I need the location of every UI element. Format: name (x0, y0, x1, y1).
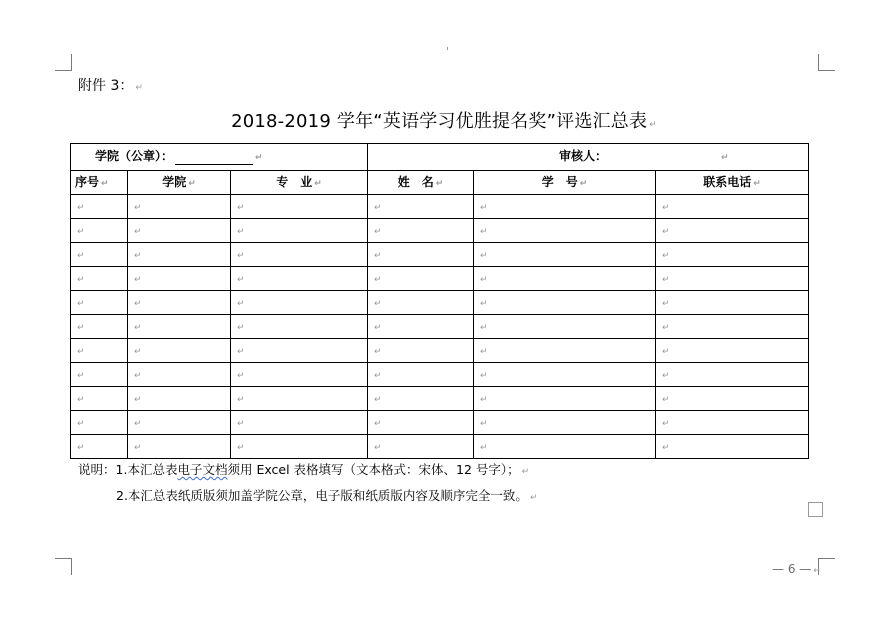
table-row (71, 435, 809, 459)
cell-phone[interactable] (656, 363, 809, 387)
column-header-row (71, 171, 809, 195)
paragraph-mark-icon: ↵ (662, 394, 670, 405)
paragraph-mark-icon: ↵ (255, 153, 263, 163)
reviewer-cell[interactable] (368, 144, 809, 171)
cell-college[interactable] (128, 267, 231, 291)
cell-index[interactable] (71, 411, 128, 435)
paragraph-mark-icon: ↵ (374, 394, 382, 405)
cell-college[interactable] (128, 219, 231, 243)
cell-student-id[interactable] (474, 411, 656, 435)
cell-student-id[interactable] (474, 339, 656, 363)
cell-major[interactable] (231, 219, 368, 243)
paragraph-mark-icon: ↵ (480, 322, 488, 333)
cell-index[interactable] (71, 387, 128, 411)
paragraph-mark-icon: ↵ (480, 250, 488, 261)
paragraph-mark-icon: ↵ (480, 202, 488, 213)
cell-student-id[interactable] (474, 243, 656, 267)
form-header-row (71, 144, 809, 171)
margin-corner-top-right (818, 54, 835, 71)
table-row (71, 363, 809, 387)
cell-index[interactable] (71, 435, 128, 459)
paragraph-mark-icon: ↵ (662, 346, 670, 357)
table-row (71, 243, 809, 267)
cell-student-id[interactable] (474, 291, 656, 315)
col-header-index[interactable]: 序号 ↵ (71, 171, 128, 195)
cell-major[interactable] (231, 195, 368, 219)
table-row (71, 315, 809, 339)
paragraph-mark-icon: ↵ (134, 226, 142, 237)
page-title[interactable] (0, 107, 888, 133)
table-row (71, 339, 809, 363)
col-header-major[interactable]: 专 业 ↵ (231, 171, 368, 195)
cell-phone[interactable] (656, 267, 809, 291)
paragraph-mark-icon: ↵ (77, 226, 85, 237)
paragraph-mark-icon: ↵ (374, 346, 382, 357)
paragraph-mark-icon: ↵ (480, 274, 488, 285)
margin-corner-top-left (55, 54, 72, 71)
cell-phone[interactable] (656, 387, 809, 411)
paragraph-mark-icon: ↵ (649, 120, 657, 130)
cell-name[interactable] (368, 267, 474, 291)
cell-phone[interactable] (656, 435, 809, 459)
cell-student-id[interactable] (474, 363, 656, 387)
paragraph-mark-icon: ↵ (435, 178, 444, 189)
paragraph-mark-icon: ↵ (662, 226, 670, 237)
summary-table (70, 143, 809, 459)
cell-phone[interactable] (656, 339, 809, 363)
attachment-text[interactable]: 附件 3： (78, 78, 134, 94)
paragraph-mark-icon: ↵ (374, 322, 382, 333)
cell-college[interactable] (128, 243, 231, 267)
attachment-label[interactable] (78, 75, 143, 95)
college-blank-field[interactable] (175, 152, 253, 165)
page-number (772, 562, 821, 576)
paragraph-mark-icon: ↵ (374, 250, 382, 261)
paragraph-mark-icon: ↵ (480, 226, 488, 237)
paragraph-mark-icon: ↵ (134, 322, 142, 333)
cell-major[interactable] (231, 363, 368, 387)
cell-college[interactable] (128, 387, 231, 411)
cell-index[interactable] (71, 339, 128, 363)
cell-major[interactable] (231, 411, 368, 435)
college-cell[interactable] (71, 144, 368, 171)
paragraph-mark-icon: ↵ (374, 418, 382, 429)
paragraph-mark-icon: ↵ (237, 394, 245, 405)
header-marker (447, 47, 448, 50)
note-line-2[interactable] (78, 484, 537, 510)
reviewer-label: 审核人： (559, 149, 608, 163)
paragraph-mark-icon: ↵ (134, 250, 142, 261)
cell-index[interactable] (71, 363, 128, 387)
cell-college[interactable] (128, 195, 231, 219)
cell-name[interactable] (368, 291, 474, 315)
paragraph-mark-icon: ↵ (134, 298, 142, 309)
paragraph-mark-icon: ↵ (77, 250, 85, 261)
paragraph-mark-icon: ↵ (480, 394, 488, 405)
cell-student-id[interactable] (474, 315, 656, 339)
cell-index[interactable] (71, 243, 128, 267)
table-row (71, 387, 809, 411)
paragraph-mark-icon: ↵ (753, 178, 761, 189)
paragraph-mark-icon: ↵ (237, 346, 245, 357)
cell-index[interactable] (71, 195, 128, 219)
cell-name[interactable] (368, 195, 474, 219)
note-1-part-a: 1.本汇总表 (115, 462, 178, 477)
cell-name[interactable] (368, 435, 474, 459)
cell-name[interactable] (368, 363, 474, 387)
cell-major[interactable] (231, 387, 368, 411)
table-row (71, 195, 809, 219)
paragraph-mark-icon: ↵ (374, 370, 382, 381)
paragraph-mark-icon: ↵ (374, 226, 382, 237)
notes-prefix: 说明： (78, 462, 116, 477)
paragraph-mark-icon: ↵ (237, 322, 245, 333)
paragraph-mark-icon: ↵ (521, 467, 530, 477)
paragraph-mark-icon: ↵ (237, 442, 245, 453)
paragraph-mark-icon: ↵ (101, 178, 109, 189)
cell-student-id[interactable] (474, 195, 656, 219)
paragraph-mark-icon: ↵ (77, 202, 85, 213)
paragraph-mark-icon: ↵ (662, 442, 670, 453)
paragraph-mark-icon: ↵ (134, 442, 142, 453)
paragraph-mark-icon: ↵ (77, 274, 85, 285)
page-number-text: — 6 — (772, 562, 812, 576)
paragraph-mark-icon: ↵ (374, 274, 382, 285)
paragraph-mark-icon: ↵ (662, 274, 670, 285)
cell-phone[interactable] (656, 243, 809, 267)
cell-index[interactable] (71, 219, 128, 243)
col-header-college[interactable]: 学院 ↵ (128, 171, 231, 195)
cell-name[interactable] (368, 315, 474, 339)
paragraph-mark-icon: ↵ (374, 442, 382, 453)
cell-major[interactable] (231, 267, 368, 291)
cell-name[interactable] (368, 219, 474, 243)
note-line-1[interactable] (78, 458, 537, 484)
table-row (71, 291, 809, 315)
title-text[interactable]: 2018-2019 学年“英语学习优胜提名奖”评选汇总表 (231, 111, 648, 132)
paragraph-mark-icon: ↵ (662, 250, 670, 261)
paragraph-mark-icon: ↵ (77, 298, 85, 309)
cell-student-id[interactable] (474, 219, 656, 243)
margin-corner-bottom-left (55, 558, 72, 575)
cell-name[interactable] (368, 339, 474, 363)
cell-major[interactable] (231, 243, 368, 267)
cell-student-id[interactable] (474, 435, 656, 459)
college-label: 学院（公章）： (95, 149, 174, 163)
cell-phone[interactable] (656, 291, 809, 315)
spellcheck-underlined-text[interactable]: 电子文档 (177, 462, 228, 477)
cell-major[interactable] (231, 435, 368, 459)
paragraph-mark-icon: ↵ (134, 370, 142, 381)
col-header-student-id[interactable]: 学 号 ↵ (474, 171, 656, 195)
paragraph-mark-icon: ↵ (134, 346, 142, 357)
paragraph-mark-icon: ↵ (314, 178, 322, 189)
note-1-part-c: 须用 Excel 表格填写（文本格式：宋体、12 号字）； (227, 462, 520, 477)
paragraph-mark-icon: ↵ (529, 493, 538, 503)
paragraph-mark-icon: ↵ (662, 202, 670, 213)
cell-college[interactable] (128, 363, 231, 387)
cell-phone[interactable] (656, 219, 809, 243)
cell-name[interactable] (368, 243, 474, 267)
paragraph-mark-icon: ↵ (662, 322, 670, 333)
cell-index[interactable] (71, 315, 128, 339)
cell-student-id[interactable] (474, 387, 656, 411)
cell-student-id[interactable] (474, 267, 656, 291)
paragraph-mark-icon: ↵ (480, 298, 488, 309)
table-row (71, 219, 809, 243)
paragraph-mark-icon: ↵ (721, 153, 729, 163)
paragraph-mark-icon: ↵ (662, 418, 670, 429)
paragraph-mark-icon: ↵ (579, 178, 588, 189)
cell-name[interactable] (368, 387, 474, 411)
paragraph-mark-icon: ↵ (77, 418, 85, 429)
cell-college[interactable] (128, 435, 231, 459)
paragraph-mark-icon: ↵ (134, 274, 142, 285)
paragraph-mark-icon: ↵ (237, 370, 245, 381)
paragraph-mark-icon: ↵ (77, 394, 85, 405)
cell-major[interactable] (231, 315, 368, 339)
paragraph-mark-icon: ↵ (77, 442, 85, 453)
cell-index[interactable] (71, 267, 128, 291)
paragraph-mark-icon: ↵ (77, 346, 85, 357)
col-header-phone[interactable]: 联系电话 ↵ (656, 171, 809, 195)
paragraph-mark-icon: ↵ (237, 226, 245, 237)
cell-college[interactable] (128, 291, 231, 315)
cell-index[interactable] (71, 291, 128, 315)
col-header-name[interactable]: 姓 名 ↵ (368, 171, 474, 195)
table-row (71, 411, 809, 435)
paragraph-mark-icon: ↵ (237, 274, 245, 285)
paragraph-mark-icon: ↵ (77, 322, 85, 333)
paragraph-mark-icon: ↵ (374, 298, 382, 309)
note-2-text: 2.本汇总表纸质版须加盖学院公章，电子版和纸质版内容及顺序完全一致。 (116, 488, 528, 503)
cell-college[interactable] (128, 411, 231, 435)
paragraph-mark-icon: ↵ (134, 202, 142, 213)
table-row (71, 267, 809, 291)
cell-phone[interactable] (656, 315, 809, 339)
paragraph-mark-icon: ↵ (480, 442, 488, 453)
paragraph-mark-icon: ↵ (134, 394, 142, 405)
paragraph-mark-icon: ↵ (237, 202, 245, 213)
paragraph-mark-icon: ↵ (237, 298, 245, 309)
cell-phone[interactable] (656, 411, 809, 435)
paragraph-mark-icon: ↵ (237, 418, 245, 429)
paragraph-mark-icon: ↵ (188, 178, 196, 189)
cell-name[interactable] (368, 411, 474, 435)
paragraph-mark-icon: ↵ (662, 298, 670, 309)
cell-phone[interactable] (656, 195, 809, 219)
paragraph-mark-icon: ↵ (480, 418, 488, 429)
cell-major[interactable] (231, 291, 368, 315)
text-box-anchor[interactable] (808, 502, 823, 517)
paragraph-mark-icon: ↵ (237, 250, 245, 261)
paragraph-mark-icon: ↵ (480, 370, 488, 381)
cell-college[interactable] (128, 339, 231, 363)
cell-college[interactable] (128, 315, 231, 339)
notes-block (78, 458, 537, 510)
paragraph-mark-icon: ↵ (480, 346, 488, 357)
paragraph-mark-icon: ↵ (662, 370, 670, 381)
paragraph-mark-icon: ↵ (813, 566, 821, 576)
paragraph-mark-icon: ↵ (77, 370, 85, 381)
paragraph-mark-icon: ↵ (374, 202, 382, 213)
paragraph-mark-icon: ↵ (135, 83, 143, 93)
paragraph-mark-icon: ↵ (134, 418, 142, 429)
cell-major[interactable] (231, 339, 368, 363)
